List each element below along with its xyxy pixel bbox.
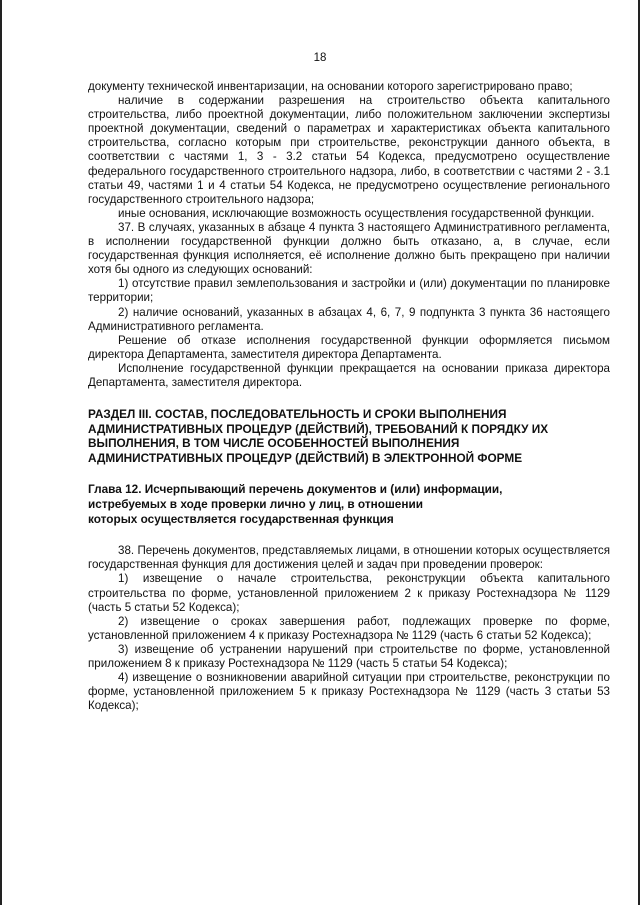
- list-item: 2) наличие оснований, указанных в абзацах 4, 6, 7, 9 подпункта 3 пункта 36 настоящего Административного регламента.: [88, 305, 610, 333]
- scan-border-left: [0, 0, 2, 905]
- paragraph: 38. Перечень документов, представляемых лицами, в отношении которых осуществляется государственная функция для достижения целей и задач при проведении проверок:: [88, 544, 610, 572]
- paragraph: 37. В случаях, указанных в абзаце 4 пункта 3 настоящего Административного регламента, в исполнении государственной функции должно быть отказано, а, в случае, если государственная функция исполняется, её исполнение должно быть прекращено при наличии хотя бы одного из следующих оснований:: [88, 220, 610, 277]
- chapter-heading-line: Глава 12. Исчерпывающий перечень документов и (или) информации,: [88, 482, 503, 497]
- list-item: 3) извещение об устранении нарушений при строительстве по форме, установленной приложением 8 к приказу Ростехнадзора № 1129 (часть 5 статьи 54 Кодекса);: [88, 642, 610, 670]
- section-heading-line: ВЫПОЛНЕНИЯ, В ТОМ ЧИСЛЕ ОСОБЕННОСТЕЙ ВЫПОЛНЕНИЯ: [88, 436, 460, 451]
- list-item: 4) извещение о возникновении аварийной ситуации при строительстве, реконструкции по форме, установленной приложением 5 к приказу Ростехнадзора № 1129 (часть 3 статьи 53 Кодекса);: [88, 671, 610, 713]
- section-heading-line: АДМИНИСТРАТИВНЫХ ПРОЦЕДУР (ДЕЙСТВИЙ), ТРЕБОВАНИЙ К ПОРЯДКУ ИХ: [88, 421, 549, 436]
- section-heading-line: РАЗДЕЛ III. СОСТАВ, ПОСЛЕДОВАТЕЛЬНОСТЬ И СРОКИ ВЫПОЛНЕНИЯ: [88, 407, 507, 422]
- paragraph: наличие в содержании разрешения на строительство объекта капитального строительства, либо проектной документации, либо положительном заключении экспертизы проектной документации, сведений о параметрах и характеристиках объекта капитального строительства, согласно которым при строительстве, реконструкции данного объекта, в соответствии с частями 1, 3 - 3.2 статьи 54 Кодекса, предусмотрено осуществление федерального государственного строительного надзора, либо, в соответствии с частями 2 - 3.1 статьи 49, частями 1 и 4 статьи 54 Кодекса, не предусмотрено осуществление регионального государственного строительного надзора;: [88, 94, 610, 206]
- list-item: 1) отсутствие правил землепользования и застройки и (или) документации по планировке территории;: [88, 277, 610, 305]
- paragraph: Решение об отказе исполнения государственной функции оформляется письмом директора Департамента, заместителя директора Департамента.: [88, 333, 610, 361]
- section-heading: [88, 407, 610, 465]
- section-heading-line: АДМИНИСТРАТИВНЫХ ПРОЦЕДУР (ДЕЙСТВИЙ) В ЭЛЕКТРОННОЙ ФОРМЕ: [88, 450, 523, 465]
- list-item: 1) извещение о начале строительства, реконструкции объекта капитального строительства по форме, установленной приложением 2 к приказу Ростехнадзора № 1129 (часть 5 статьи 52 Кодекса);: [88, 572, 610, 614]
- chapter-heading-line: истребуемых в ходе проверки лично у лиц, в отношении: [88, 497, 423, 512]
- paragraph: документу технической инвентаризации, на основании которого зарегистрировано право;: [88, 80, 573, 93]
- paragraph: иные основания, исключающие возможность осуществления государственной функции.: [118, 206, 595, 220]
- page-number: 18: [313, 52, 327, 64]
- paragraph: Исполнение государственной функции прекращается на основании приказа директора Департамента, заместителя директора.: [88, 361, 610, 389]
- document-body: [88, 80, 610, 713]
- chapter-heading: [88, 482, 610, 526]
- list-item: 2) извещение о сроках завершения работ, подлежащих проверке по форме, установленной приложением 4 к приказу Ростехнадзора № 1129 (часть 6 статьи 52 Кодекса);: [88, 614, 610, 642]
- chapter-heading-line: которых осуществляется государственная функция: [88, 511, 394, 526]
- chapter-body: [88, 544, 610, 713]
